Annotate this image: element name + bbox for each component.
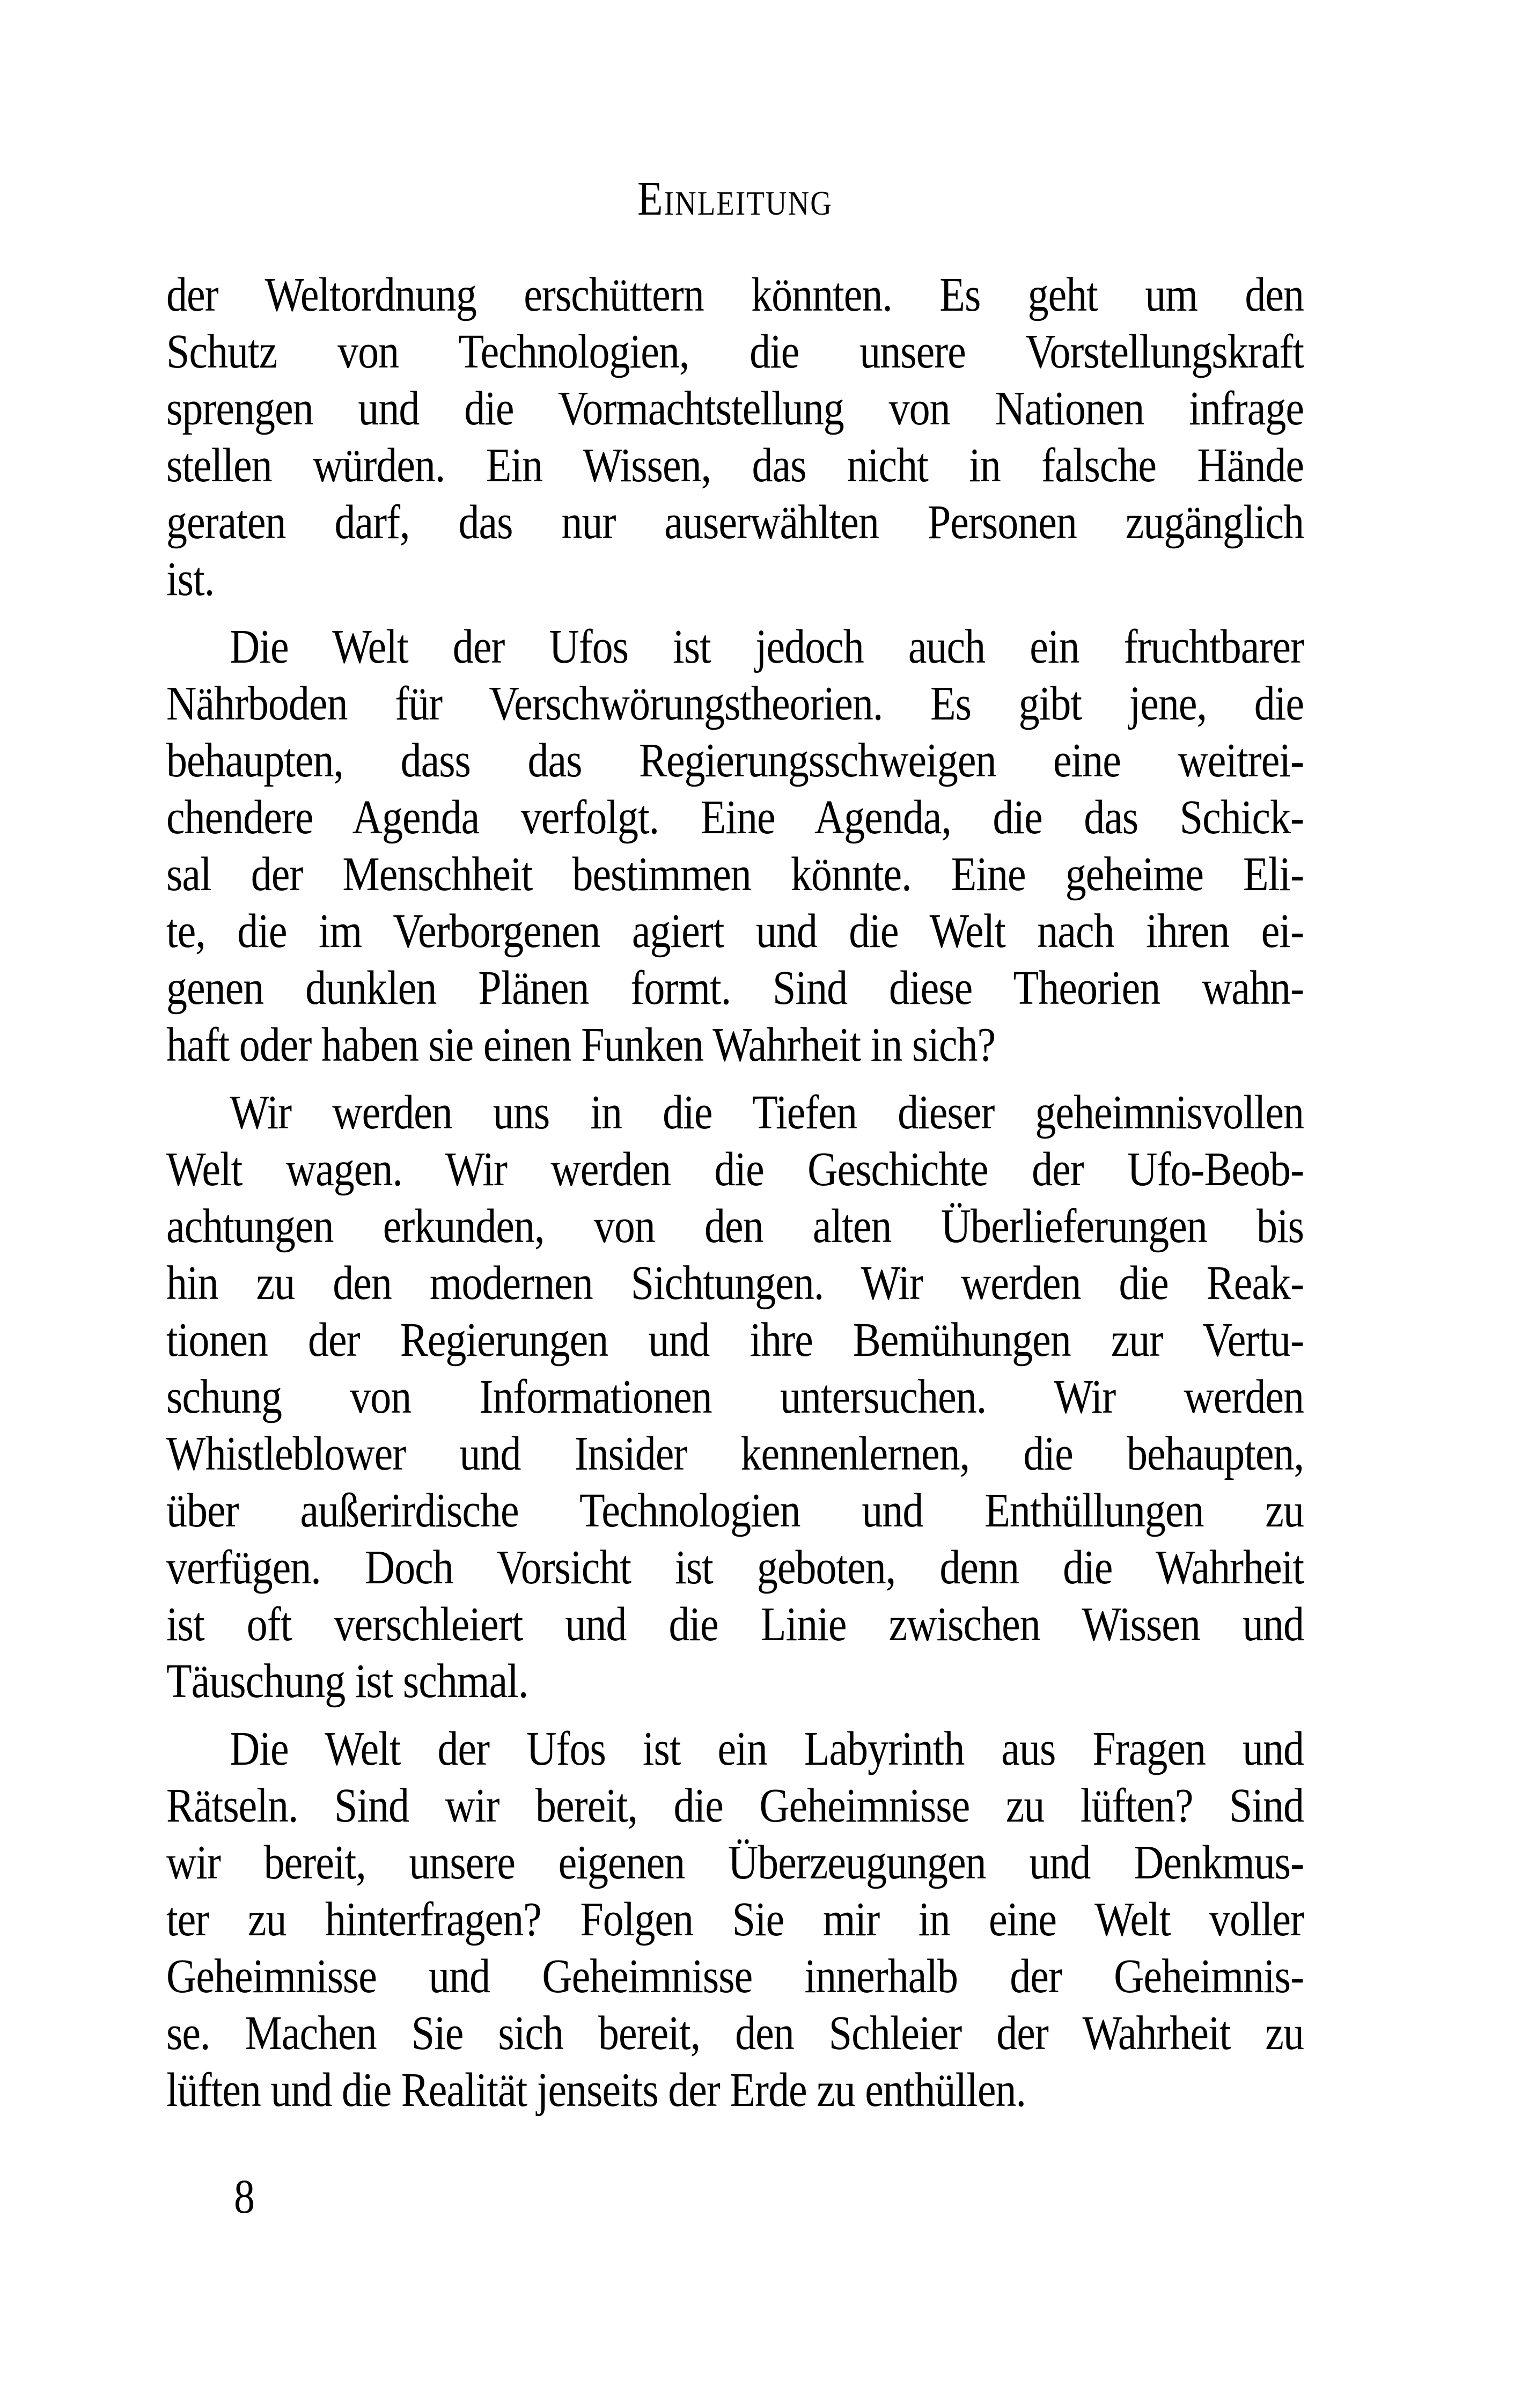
text-line: wir bereit, unsere eigenen Überzeugungen und Denkmus- [166, 1835, 1304, 1889]
paragraph [166, 1720, 1304, 2118]
text-line: achtungen erkunden, von den alten Überlieferungen bis [166, 1199, 1304, 1253]
text-line: Schutz von Technologien, die unsere Vorstellungskraft [166, 324, 1304, 378]
text-column [166, 0, 1304, 2118]
text-line: hin zu den modernen Sichtungen. Wir werden die Reak- [166, 1256, 1304, 1310]
text-line: sprengen und die Vormachtstellung von Nationen infrage [166, 381, 1304, 435]
text-line: se. Machen Sie sich bereit, den Schleier der Wahrheit zu [166, 2006, 1304, 2060]
text-line: behaupten, dass das Regierungsschweigen eine weitrei- [166, 733, 1304, 787]
page-number: 8 [234, 2169, 255, 2223]
text-block [166, 266, 1304, 2118]
text-line: Nährboden für Verschwörungstheorien. Es gibt jene, die [166, 676, 1304, 730]
text-line: Die Welt der Ufos ist jedoch auch ein fruchtbarer [230, 619, 1304, 673]
paragraph [166, 1084, 1304, 1709]
text-line: der Weltordnung erschüttern könnten. Es geht um den [166, 267, 1304, 321]
text-line: ist oft verschleiert und die Linie zwischen Wissen und [166, 1597, 1304, 1651]
text-line: schung von Informationen untersuchen. Wir werden [166, 1369, 1304, 1423]
paragraph [166, 618, 1304, 1073]
text-line: Whistleblower und Insider kennenlernen, die behaupten, [166, 1426, 1304, 1480]
text-line: Geheimnisse und Geheimnisse innerhalb der Geheimnis- [166, 1949, 1304, 2003]
text-line: geraten darf, das nur auserwählten Personen zugänglich [166, 495, 1304, 549]
text-line: ter zu hinterfragen? Folgen Sie mir in eine Welt voller [166, 1892, 1304, 1946]
text-line: verfügen. Doch Vorsicht ist geboten, denn die Wahrheit [166, 1540, 1304, 1594]
text-line: genen dunklen Plänen formt. Sind diese Theorien wahn- [166, 960, 1304, 1015]
text-line: stellen würden. Ein Wissen, das nicht in falsche Hände [166, 438, 1304, 492]
text-line: chendere Agenda verfolgt. Eine Agenda, die das Schick- [166, 790, 1304, 844]
text-line: Täuschung ist schmal. [166, 1654, 528, 1708]
text-line: über außerirdische Technologien und Enthüllungen zu [166, 1483, 1304, 1537]
text-line: Welt wagen. Wir werden die Geschichte der Ufo-Beob- [166, 1142, 1304, 1196]
text-line: sal der Menschheit bestimmen könnte. Eine geheime Eli- [166, 847, 1304, 901]
text-line: ist. [166, 552, 215, 606]
text-line: Wir werden uns in die Tiefen dieser geheimnisvollen [230, 1085, 1304, 1139]
text-line: tionen der Regierungen und ihre Bemühungen zur Vertu- [166, 1312, 1304, 1367]
chapter-heading: Einleitung [637, 171, 833, 225]
text-line: te, die im Verborgenen agiert und die Welt nach ihren ei- [166, 904, 1304, 958]
text-line: lüften und die Realität jenseits der Erde zu enthüllen. [166, 2062, 1026, 2117]
paragraph [166, 266, 1304, 607]
text-line: haft oder haben sie einen Funken Wahrheit in sich? [166, 1017, 996, 1071]
text-line: Die Welt der Ufos ist ein Labyrinth aus Fragen und [230, 1721, 1304, 1775]
text-line: Rätseln. Sind wir bereit, die Geheimnisse zu lüften? Sind [166, 1778, 1304, 1832]
